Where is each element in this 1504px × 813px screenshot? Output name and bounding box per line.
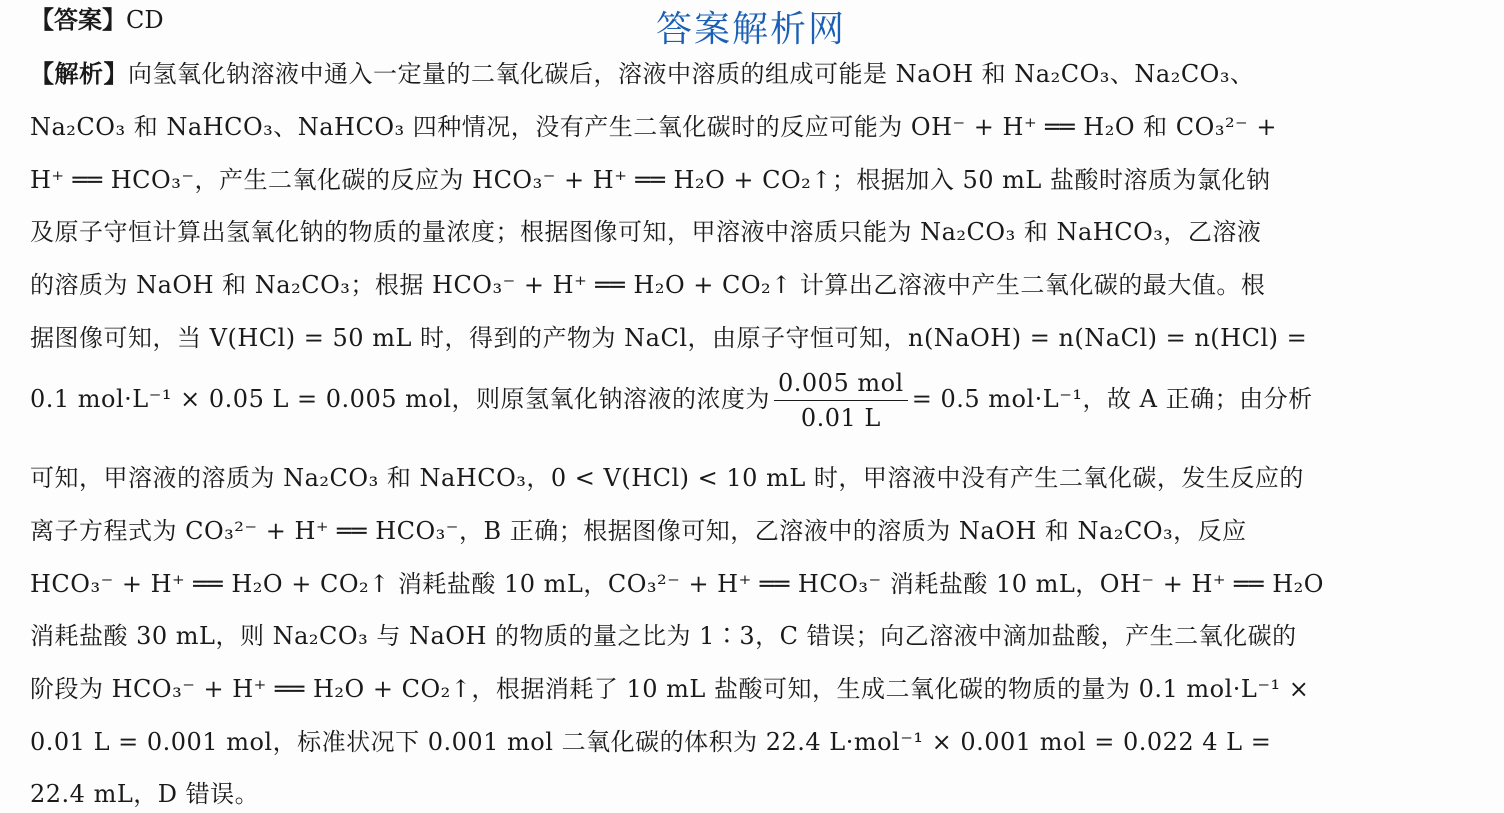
analysis-label: 【解析】 xyxy=(30,59,128,88)
fraction-line-after: = 0.5 mol·L⁻¹，故 A 正确；由分析 xyxy=(911,385,1313,413)
analysis-line-6: 据图像可知，当 V(HCl) = 50 mL 时，得到的产物为 NaCl，由原子守恒可知，n(NaOH) = n(NaCl) = n(HCl) = xyxy=(30,324,1308,352)
answer-line xyxy=(30,6,164,34)
fraction-denominator: 0.01 L xyxy=(800,404,881,432)
answer-label: 【答案】 xyxy=(30,5,126,34)
analysis-text-1: 向氢氧化钠溶液中通入一定量的二氧化碳后，溶液中溶质的组成可能是 NaOH 和 Na₂CO₃、Na₂CO₃、 xyxy=(128,60,1255,88)
analysis-line-10: HCO₃⁻ + H⁺ ══ H₂O + CO₂↑ 消耗盐酸 10 mL，CO₃²⁻ + H⁺ ══ HCO₃⁻ 消耗盐酸 10 mL，OH⁻ + H⁺ ══ H₂O xyxy=(30,570,1324,598)
analysis-line-13: 0.01 L = 0.001 mol，标准状况下 0.001 mol 二氧化碳的体积为 22.4 L·mol⁻¹ × 0.001 mol = 0.022 4 L = xyxy=(30,728,1272,756)
analysis-line-3: H⁺ ══ HCO₃⁻，产生二氧化碳的反应为 HCO₃⁻ + H⁺ ══ H₂O + CO₂↑；根据加入 50 mL 盐酸时溶质为氯化钠 xyxy=(30,166,1271,194)
fraction-line-before: 0.1 mol·L⁻¹ × 0.05 L = 0.005 mol，则原氢氧化钠溶液的浓度为 xyxy=(30,385,770,413)
analysis-line-1 xyxy=(30,54,1470,89)
analysis-line-8: 可知，甲溶液的溶质为 Na₂CO₃ 和 NaHCO₃，0 < V(HCl) < 10 mL 时，甲溶液中没有产生二氧化碳，发生反应的 xyxy=(30,464,1304,492)
analysis-line-12: 阶段为 HCO₃⁻ + H⁺ ══ H₂O + CO₂↑，根据消耗了 10 mL 盐酸可知，生成二氧化碳的物质的量为 0.1 mol·L⁻¹ × xyxy=(30,675,1310,703)
analysis-line-5: 的溶质为 NaOH 和 Na₂CO₃；根据 HCO₃⁻ + H⁺ ══ H₂O + CO₂↑ 计算出乙溶液中产生二氧化碳的最大值。根 xyxy=(30,271,1266,299)
watermark-text: 答案解析网 xyxy=(656,9,847,50)
analysis-line-14: 22.4 mL，D 错误。 xyxy=(30,780,260,808)
concentration-fraction xyxy=(774,368,908,433)
analysis-fraction-line xyxy=(30,368,1470,433)
analysis-line-11: 消耗盐酸 30 mL，则 Na₂CO₃ 与 NaOH 的物质的量之比为 1∶3，C 错误；向乙溶液中滴加盐酸，产生二氧化碳的 xyxy=(30,622,1297,650)
answer-value: CD xyxy=(126,6,164,34)
analysis-line-2: Na₂CO₃ 和 NaHCO₃、NaHCO₃ 四种情况，没有产生二氧化碳时的反应可能为 OH⁻ + H⁺ ══ H₂O 和 CO₃²⁻ + xyxy=(30,113,1277,141)
analysis-line-9: 离子方程式为 CO₃²⁻ + H⁺ ══ HCO₃⁻，B 正确；根据图像可知，乙溶液中的溶质为 NaOH 和 Na₂CO₃，反应 xyxy=(30,517,1247,545)
analysis-line-4: 及原子守恒计算出氢氧化钠的物质的量浓度；根据图像可知，甲溶液中溶质只能为 Na₂CO₃ 和 NaHCO₃，乙溶液 xyxy=(30,218,1262,246)
fraction-numerator: 0.005 mol xyxy=(774,368,908,401)
